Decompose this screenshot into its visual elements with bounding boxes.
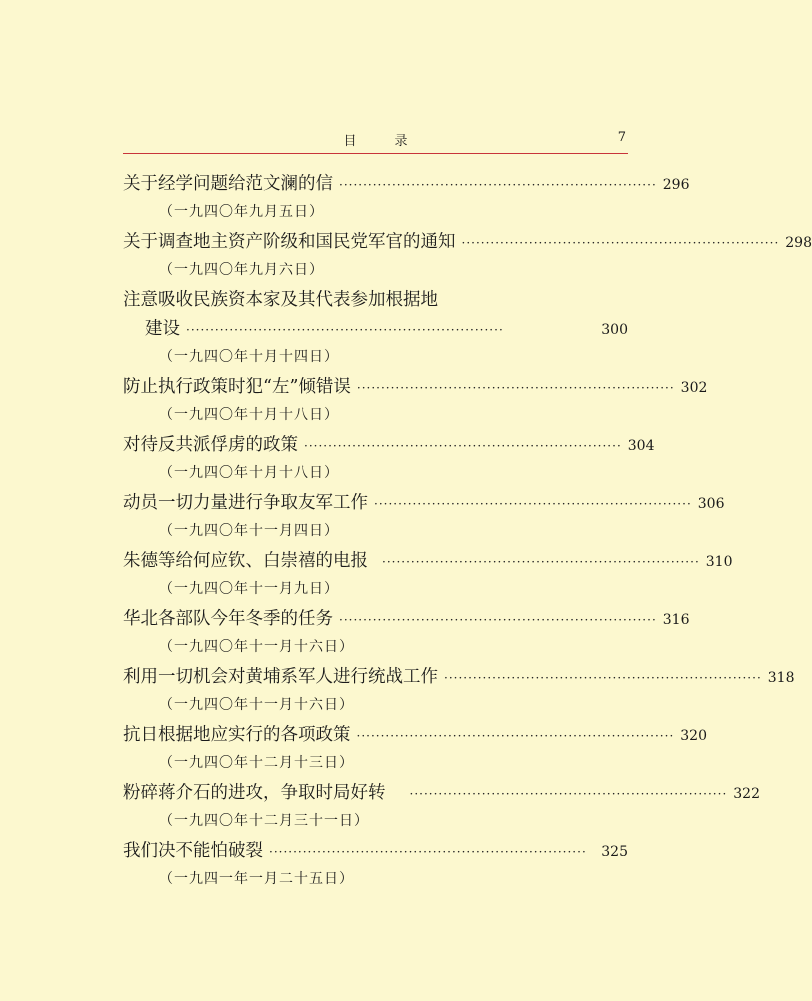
toc-entry[interactable] [123,286,628,373]
leader-dots: ·································································· [356,381,675,395]
toc-entry-page: 300 [601,322,628,338]
toc-entry-title[interactable]: 关于调查地主资产阶级和国民党军官的通知 [123,232,456,252]
toc-entry-date: （一九四〇年十月十八日） [159,465,339,481]
leader-dots: ·································································· [339,613,657,627]
toc-entry-title[interactable]: 动员一切力量进行争取友军工作 [123,493,368,513]
toc-entry-title[interactable]: 华北各部队今年冬季的任务 [123,609,333,629]
header-page-number: 7 [617,130,626,145]
toc-entry[interactable] [123,373,708,431]
toc-entry[interactable] [123,489,725,547]
toc-entry[interactable] [123,663,795,721]
toc-entry[interactable] [123,721,707,779]
leader-dots: ·································································· [444,671,762,685]
toc-entry-page: 320 [680,728,707,744]
leader-dots: ·································································· [339,178,657,192]
leader-dots: ·································································· [186,323,504,337]
toc-entry[interactable] [123,605,690,663]
toc-entry-page: 316 [662,612,690,628]
toc-entry-title[interactable]: 关于经学问题给范文澜的信 [123,174,333,194]
toc-entry-page: 306 [697,496,725,512]
leader-dots: ·································································· [269,845,587,859]
toc-entry-date: （一九四一年一月二十五日） [159,871,354,887]
table-of-contents [123,170,812,895]
toc-entry-page: 304 [627,438,655,454]
toc-entry[interactable] [123,837,628,895]
toc-entry-date: （一九四〇年十一月四日） [159,523,339,539]
leader-dots: ·································································· [409,787,728,801]
toc-entry-page: 296 [662,177,690,193]
toc-entry-date: （一九四〇年十月十四日） [159,349,339,365]
toc-entry-date: （一九四〇年九月六日） [159,262,324,278]
toc-entry-date: （一九四〇年九月五日） [159,204,324,220]
toc-entry-date: （一九四〇年十二月十三日） [159,755,354,771]
toc-entry-date: （一九四〇年十一月十六日） [159,697,354,713]
leader-dots: ·································································· [374,497,692,511]
leader-dots: ·································································· [304,439,622,453]
toc-entry-title[interactable]: 对待反共派俘虏的政策 [123,435,298,455]
toc-entry-date: （一九四〇年十月十八日） [159,407,339,423]
header-title: 目录 [343,134,446,149]
toc-entry-page: 325 [601,844,628,860]
toc-entry-title-line1[interactable]: 注意吸收民族资本家及其代表参加根据地 [123,290,438,310]
toc-entry-date: （一九四〇年十二月三十一日） [159,813,369,829]
leader-dots: ·································································· [356,729,675,743]
leader-dots: ·································································· [382,555,700,569]
toc-entry[interactable] [123,431,655,489]
toc-entry-date: （一九四〇年十一月九日） [159,581,339,597]
toc-entry-date: （一九四〇年十一月十六日） [159,639,354,655]
toc-entry-title[interactable]: 建设 [145,319,180,339]
toc-entry-page: 318 [767,670,795,686]
toc-entry[interactable] [123,779,760,837]
toc-entry-title[interactable]: 利用一切机会对黄埔系军人进行统战工作 [123,667,438,687]
toc-entry[interactable] [123,547,733,605]
toc-entry-title[interactable]: 防止执行政策时犯“左”倾错误 [123,377,351,397]
toc-entry-title[interactable]: 我们决不能怕破裂 [123,841,263,861]
toc-entry-title[interactable]: 朱德等给何应钦、白崇禧的电报 [123,551,368,571]
toc-entry-page: 310 [705,554,733,570]
toc-entry[interactable] [123,170,690,228]
toc-entry-page: 322 [733,786,760,802]
leader-dots: ·································································· [461,236,780,250]
running-header [123,127,628,154]
toc-entry-title[interactable]: 粉碎蒋介石的进攻，争取时局好转 [123,783,386,803]
toc-entry-title[interactable]: 抗日根据地应实行的各项政策 [123,725,351,745]
toc-entry-page: 298 [785,235,812,251]
toc-entry[interactable] [123,228,812,286]
toc-entry-page: 302 [680,380,708,396]
